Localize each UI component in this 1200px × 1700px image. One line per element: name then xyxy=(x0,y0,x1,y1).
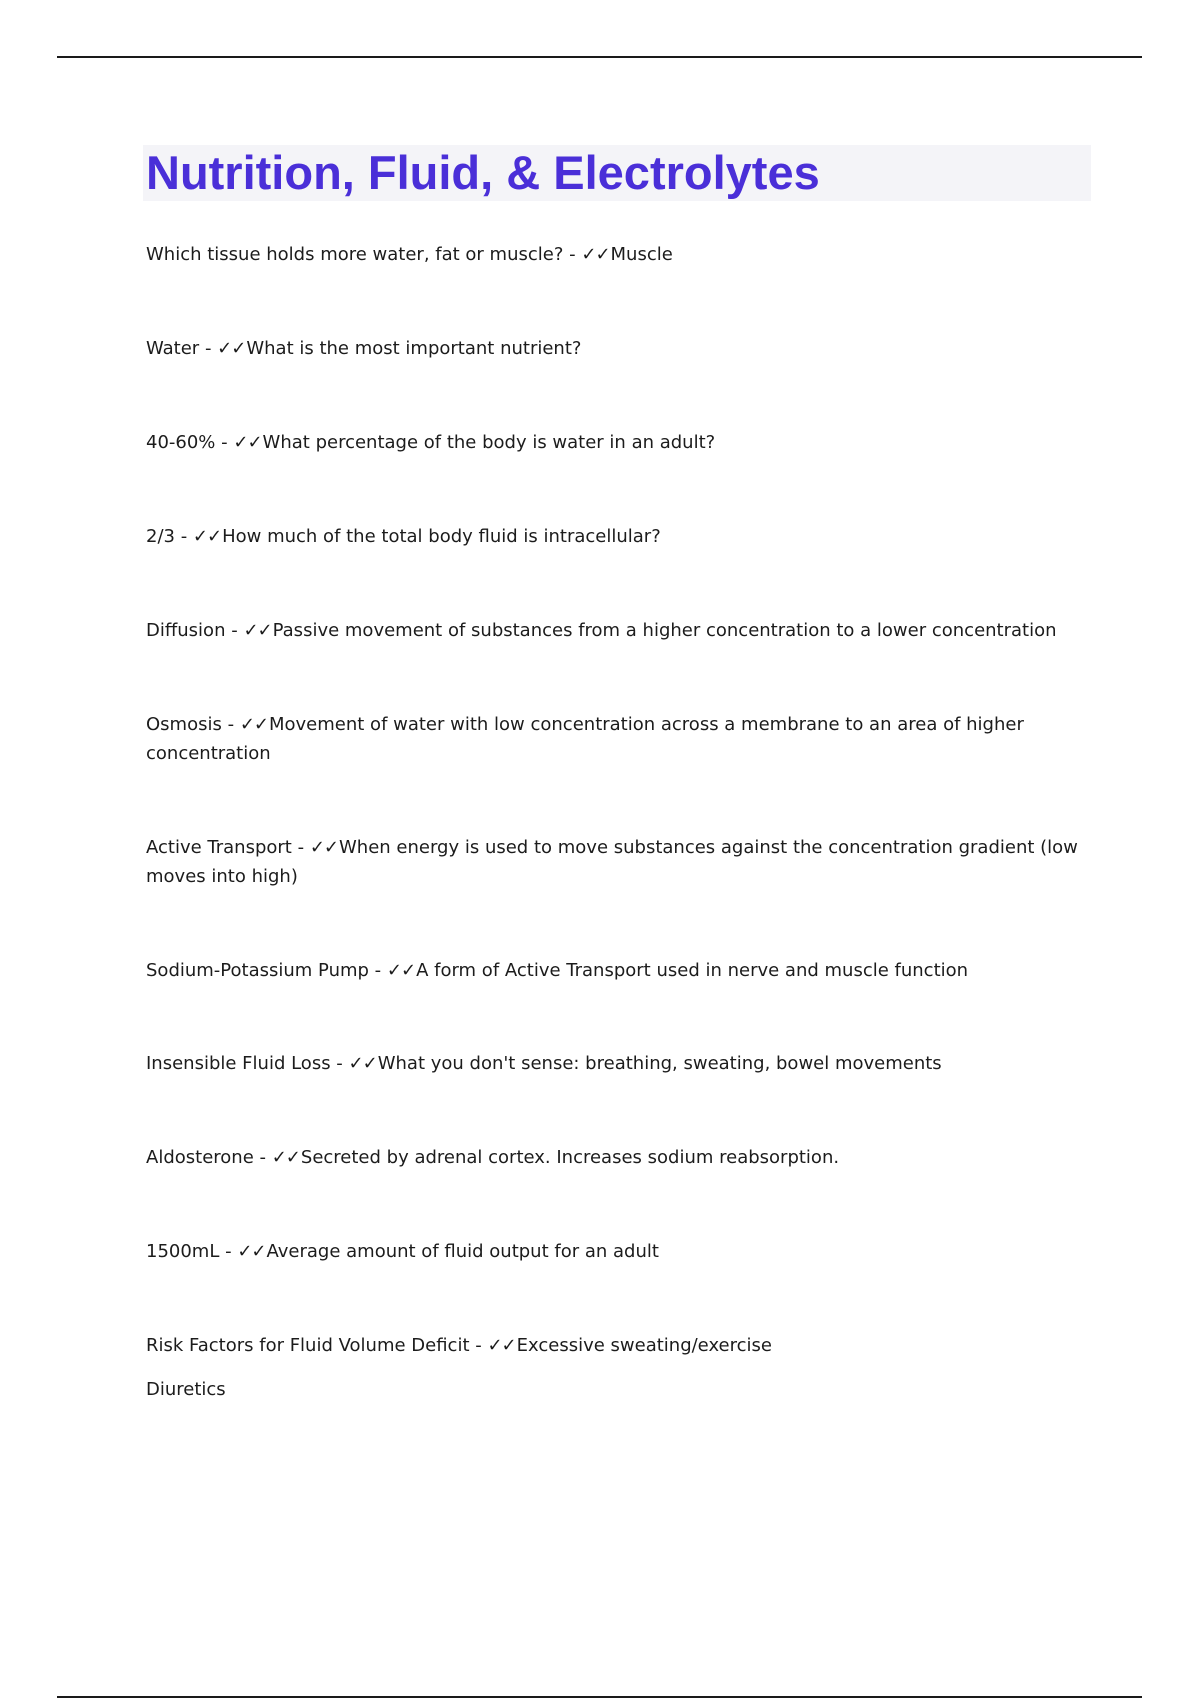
card-separator: - xyxy=(563,244,582,265)
double-check-icon: ✓✓ xyxy=(271,1147,300,1168)
card-definition: What is the most important nutrient? xyxy=(246,338,582,359)
flashcard xyxy=(146,428,1086,457)
card-separator: - xyxy=(221,714,240,735)
double-check-icon: ✓✓ xyxy=(581,244,610,265)
card-separator: - xyxy=(199,338,218,359)
card-separator: - xyxy=(225,620,244,641)
card-separator: - xyxy=(291,837,310,858)
card-definition: Muscle xyxy=(610,244,673,265)
card-definition: Secreted by adrenal cortex. Increases sodium reabsorption. xyxy=(300,1147,840,1168)
card-term: Aldosterone xyxy=(146,1147,254,1168)
card-definition: Movement of water with low concentration across a membrane to an area of higher concentration xyxy=(146,714,1024,764)
card-term: Active Transport xyxy=(146,837,292,858)
card-term: 1500mL xyxy=(146,1241,220,1262)
flashcard xyxy=(146,1143,1086,1172)
card-separator: - xyxy=(215,432,234,453)
card-separator: - xyxy=(219,1241,238,1262)
flashcard xyxy=(146,334,1086,363)
flashcard xyxy=(146,522,1086,551)
card-separator: - xyxy=(174,526,193,547)
card-term: Water xyxy=(146,338,200,359)
double-check-icon: ✓✓ xyxy=(487,1335,516,1356)
double-check-icon: ✓✓ xyxy=(192,526,222,547)
double-check-icon: ✓✓ xyxy=(233,432,262,453)
card-term: Osmosis xyxy=(146,714,222,735)
card-term: Insensible Fluid Loss xyxy=(146,1053,331,1074)
flashcard xyxy=(146,956,1086,985)
flashcard xyxy=(146,1237,1086,1266)
bottom-rule xyxy=(57,1696,1142,1698)
card-separator: - xyxy=(330,1053,349,1074)
card-definition: What percentage of the body is water in an adult? xyxy=(262,432,716,453)
double-check-icon: ✓✓ xyxy=(243,620,272,641)
card-separator: - xyxy=(469,1335,488,1356)
flashcard xyxy=(146,1049,1086,1078)
double-check-icon: ✓✓ xyxy=(309,837,338,858)
double-check-icon: ✓✓ xyxy=(348,1053,377,1074)
flashcard xyxy=(146,240,1086,269)
card-separator: - xyxy=(253,1147,272,1168)
double-check-icon: ✓✓ xyxy=(237,1241,266,1262)
top-rule xyxy=(57,56,1142,58)
card-definition: Average amount of fluid output for an adult xyxy=(266,1241,659,1262)
card-term: Which tissue holds more water, fat or muscle? xyxy=(146,244,564,265)
card-definition: What you don't sense: breathing, sweating, bowel movements xyxy=(377,1053,942,1074)
card-definition: How much of the total body fluid is intracellular? xyxy=(222,526,661,547)
page-title: Nutrition, Fluid, & Electrolytes xyxy=(146,146,820,199)
flashcard xyxy=(146,710,1086,768)
card-definition: A form of Active Transport used in nerve and muscle function xyxy=(416,960,969,981)
card-term: Diffusion xyxy=(146,620,226,641)
double-check-icon: ✓✓ xyxy=(386,960,416,981)
double-check-icon: ✓✓ xyxy=(217,338,246,359)
card-term: 2/3 xyxy=(146,526,175,547)
flashcard xyxy=(146,1331,1086,1360)
flashcard xyxy=(146,616,1086,645)
card-separator: - xyxy=(368,960,387,981)
double-check-icon: ✓✓ xyxy=(239,714,268,735)
card-term: Sodium-Potassium Pump xyxy=(146,960,369,981)
flashcard xyxy=(146,833,1086,891)
card-definition: When energy is used to move substances against the concentration gradient (low moves into high) xyxy=(146,837,1078,887)
card-definition: Passive movement of substances from a higher concentration to a lower concentration xyxy=(272,620,1057,641)
card-continuation: Diuretics xyxy=(146,1379,226,1400)
card-definition: Excessive sweating/exercise xyxy=(516,1335,772,1356)
card-term: Risk Factors for Fluid Volume Deficit xyxy=(146,1335,470,1356)
card-term: 40-60% xyxy=(146,432,216,453)
